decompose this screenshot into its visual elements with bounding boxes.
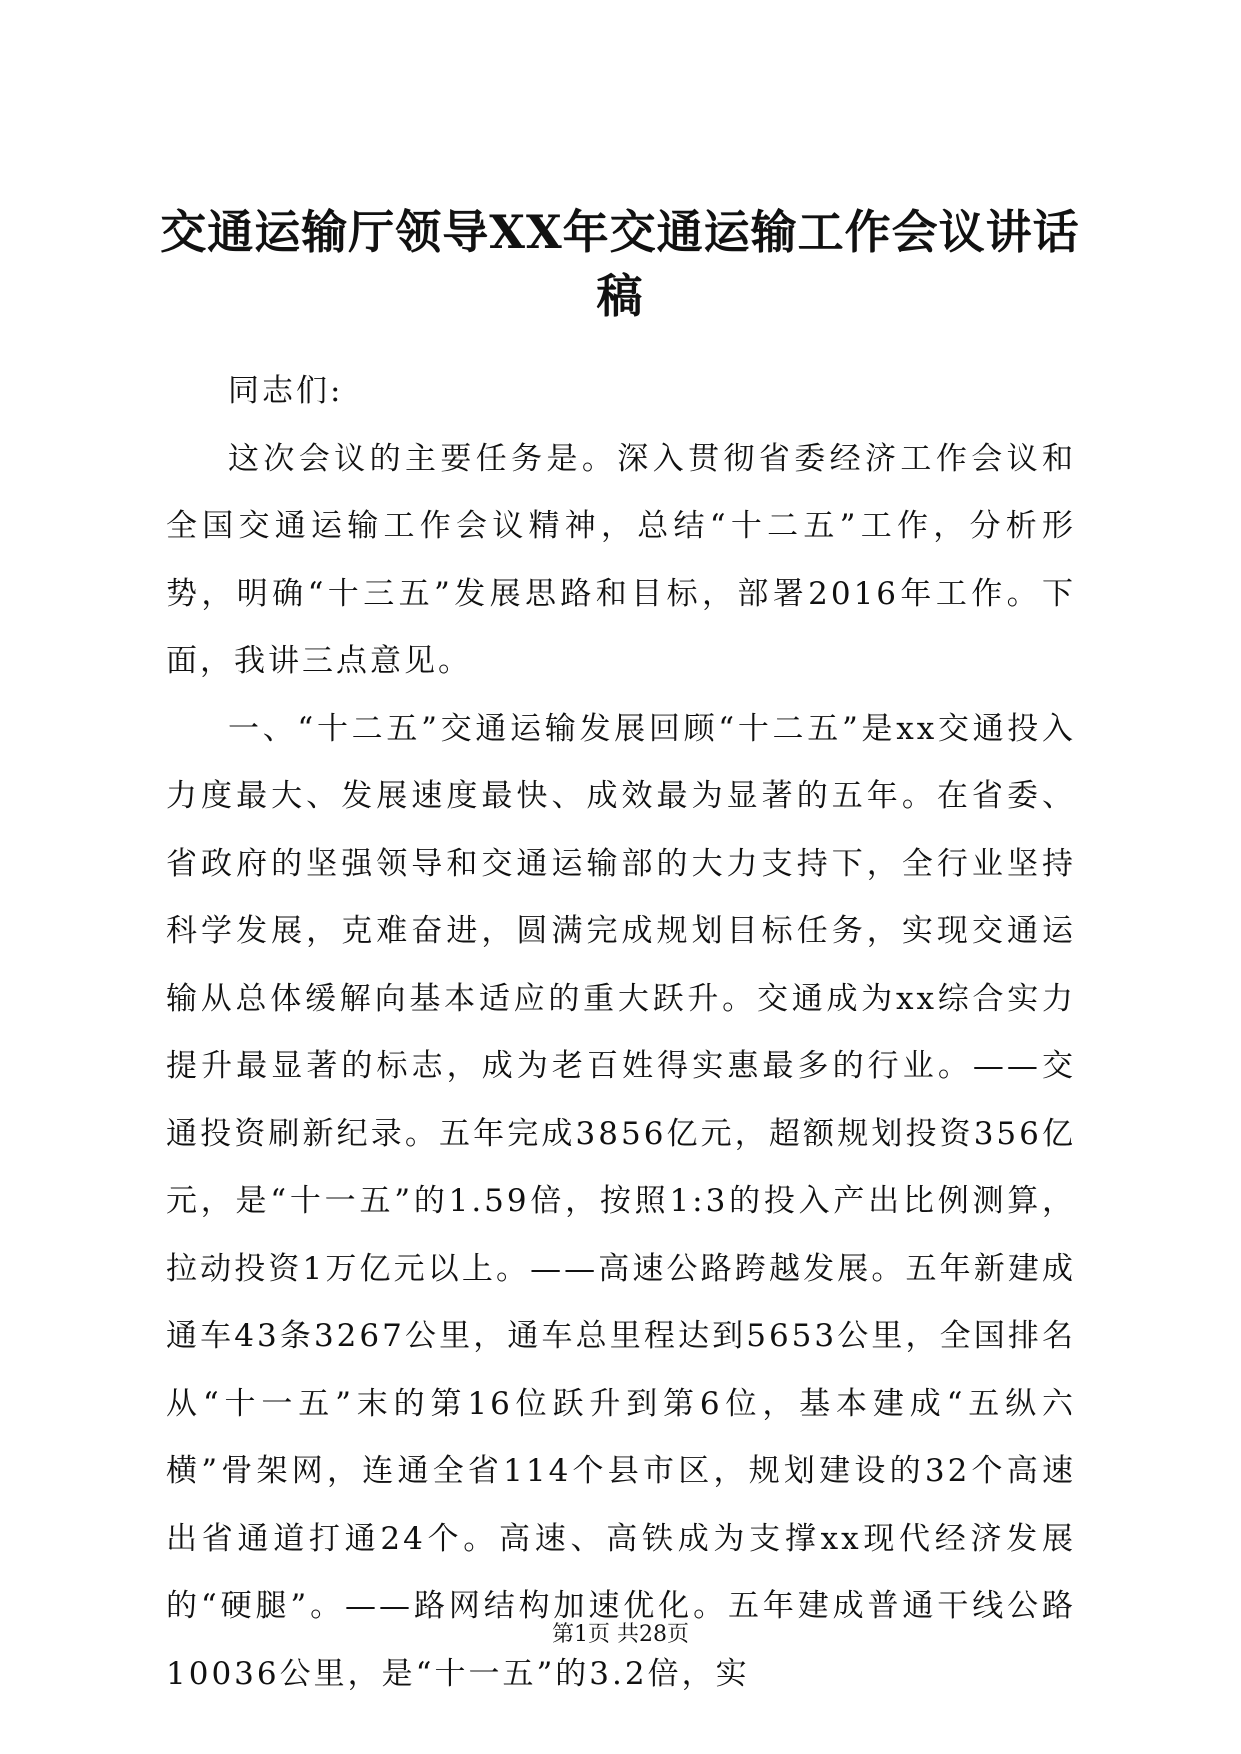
paragraph: 一、“十二五”交通运输发展回顾“十二五”是xx交通投入力度最大、发展速度最快、成效最为显著的五年。在省委、省政府的坚强领导和交通运输部的大力支持下，全行业坚持科学发展，克难奋进，圆满完成规划目标任务，实现交通运输从总体缓解向基本适应的重大跃升。交通成为xx综合实力提升最显著的标志，成为老百姓得实惠最多的行业。——交通投资刷新纪录。五年完成3856亿元，超额规划投资356亿元，是“十一五”的1.59倍，按照1:3的投入产出比例测算，拉动投资1万亿元以上。——高速公路跨越发展。五年新建成通车43条3267公里，通车总里程达到5653公里，全国排名从“十一五”末的第16位跃升到第6位，基本建成“五纵六横”骨架网，连通全省114个县市区，规划建设的32个高速出省通道打通24个。高速、高铁成为支撑xx现代经济发展的“硬腿”。——路网结构加速优化。五年建成普通干线公路10036公里，是“十一五”的3.2倍，实 <box>166 710 1076 1692</box>
paragraph: 这次会议的主要任务是。深入贯彻省委经济工作会议和全国交通运输工作会议精神，总结“十二五”工作，分析形势，明确“十三五”发展思路和目标，部署2016年工作。下面，我讲三点意见。 <box>166 440 1076 679</box>
page-footer: 第1页 共28页 <box>552 1622 689 1647</box>
document-body <box>166 358 1076 1708</box>
document-title: 交通运输厅领导XX年交通运输工作会议讲话稿 <box>160 205 1080 323</box>
salutation: 同志们: <box>228 373 344 409</box>
